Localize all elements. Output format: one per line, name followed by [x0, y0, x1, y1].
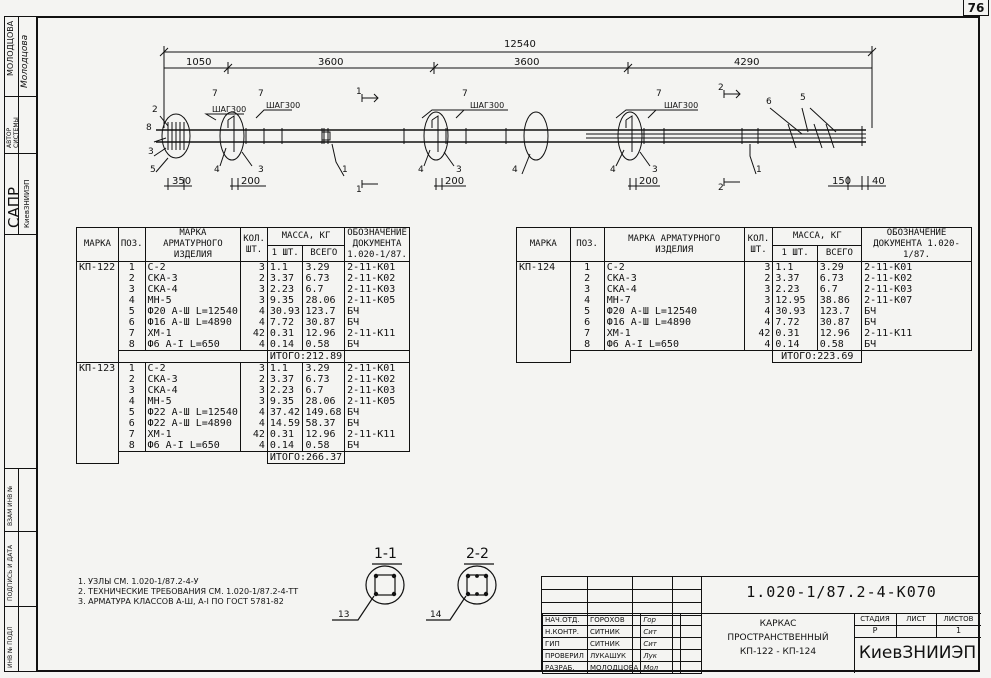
callout-4d: 4 — [610, 165, 616, 175]
general-notes — [78, 577, 298, 607]
th-mass-unit: 1 ШТ. — [267, 246, 303, 262]
section-2-leader: 14 — [430, 610, 442, 620]
span-dim-4: 4290 — [734, 57, 760, 68]
callout-7d: 7 — [656, 89, 662, 99]
spec-table-left — [76, 227, 410, 464]
document-name — [702, 617, 854, 659]
bottom-dim-1: 350 — [172, 176, 192, 187]
span-dim-2: 3600 — [318, 57, 344, 68]
note-2: 2. ТЕХНИЧЕСКИЕ ТРЕБОВАНИЯ СМ. 1.020-1/87.2-4-ТТ — [78, 587, 299, 596]
callout-5: 5 — [150, 165, 156, 175]
author-signature: Молодцова — [20, 34, 30, 88]
th-qty-r: КОЛ. ШТ. — [744, 228, 773, 262]
callout-8: 8 — [146, 123, 152, 133]
callout-5b: 5 — [800, 93, 806, 103]
callout-7b: 7 — [258, 89, 264, 99]
sidebar-author: МОЛОДЦОВА — [6, 20, 15, 76]
signer-row: НАЧ.ОТД. ГОРОХОВ Гор — [543, 614, 702, 626]
bottom-dim-4: 200 — [639, 176, 659, 187]
sheets-value: 1 — [955, 626, 962, 635]
section-2-title: 2-2 — [466, 546, 489, 562]
left-sidebar — [4, 16, 36, 672]
section-mark-2-bottom: 2 — [718, 183, 724, 193]
doc-name-line1: КАРКАС — [759, 619, 797, 629]
sidebar-org-name: КиевЗНИИЭП — [23, 179, 31, 228]
section-1-title: 1-1 — [374, 546, 397, 562]
signer-row: ПРОВЕРИЛ ЛУКАШУК Лук — [543, 650, 702, 662]
section-drawings — [330, 562, 530, 622]
th-mass-r: МАССА, КГ — [773, 228, 862, 246]
organization-name: КиевЗНИИЭП — [858, 643, 977, 663]
table-row: КП-122 1 2 3 4 5 6 7 8 С-2 СКА-3 СКА-4 МН-5 Ф20 А-Ш L=12540 Ф16 А-Ш L=4890 ХМ-1 Ф6 А-I L=650 3 2 3 3 4 4 42 4 1.1 3.37 2.23 9.35 30.93 7.72 0.31 0.14 3.29 6.73 6.7 28.06 123.7 30.87 12.96 0.58 2-11-К01 2-11-К02 2-11-К03 2-11-К05 БЧ БЧ 2-11-К11 БЧ — [77, 262, 410, 351]
signers-table — [542, 613, 702, 674]
cage-elevation-drawing — [36, 16, 980, 226]
step-label-3: ШАГ300 — [470, 101, 505, 110]
signer-row: Н.КОНТР. СИТНИК Сит — [543, 626, 702, 638]
stage-value: Р — [872, 626, 878, 635]
th-mass-total-r: ВСЕГО — [817, 246, 861, 262]
span-dim-1: 1050 — [186, 57, 212, 68]
sidebar-field-sign: ПОДПИСЬ И ДАТА — [7, 544, 14, 601]
mark-kp123: КП-123 — [77, 363, 119, 464]
sidebar-field-inv: ВЗАМ ИНВ № — [7, 485, 14, 526]
bottom-dim-3: 200 — [445, 176, 465, 187]
callout-2: 2 — [152, 105, 158, 115]
th-mass-unit-r: 1 ШТ. — [773, 246, 817, 262]
sidebar-org-system: САПР — [5, 186, 23, 228]
sheets-label: ЛИСТОВ — [943, 615, 974, 623]
th-poz: ПОЗ. — [118, 228, 145, 262]
title-block — [541, 576, 980, 672]
th-mass-total: ВСЕГО — [303, 246, 345, 262]
callout-3c: 3 — [652, 165, 658, 175]
signer-row: ГИП СИТНИК Сит — [543, 638, 702, 650]
sidebar-role: АВТОР СИСТЕМЫ — [6, 117, 20, 148]
span-dim-3: 3600 — [514, 57, 540, 68]
step-label-1: ШАГ300 — [212, 105, 247, 114]
callout-4a: 4 — [214, 165, 220, 175]
stage-label: СТАДИЯ — [860, 615, 890, 623]
callout-3: 3 — [148, 147, 154, 157]
th-marka: МАРКА — [77, 228, 119, 262]
step-label-2: ШАГ300 — [266, 101, 301, 110]
section-mark-2-top: 2 — [718, 83, 724, 93]
sidebar-field-orig: ИНВ № ПОДЛ — [7, 626, 14, 668]
bottom-dim-2: 200 — [241, 176, 261, 187]
mark-kp124: КП-124 — [517, 262, 571, 363]
th-item: МАРКА АРМАТУРНОГО ИЗДЕЛИЯ — [145, 228, 241, 262]
table-row: КП-124 1 2 3 4 5 6 7 8 С-2 СКА-3 СКА-4 МН-7 Ф20 А-Ш L=12540 Ф16 А-Ш L=4890 ХМ-1 Ф6 А-I L=650 3 2 3 3 4 4 42 4 1.1 3.37 2.23 12.95 30.93 7.72 0.31 0.14 3.29 6.73 6.7 38.86 123.7 30.87 12.96 0.58 2-11-К01 2-11-К02 2-11-К03 2-11-К07 БЧ БЧ 2-11-К11 БЧ — [517, 262, 972, 351]
callout-1a: 1 — [342, 165, 348, 175]
callout-3a: 3 — [258, 165, 264, 175]
section-mark-1-bottom: 1 — [356, 185, 362, 195]
section-1-leader: 13 — [338, 610, 350, 620]
table-row: КП-123 1 2 3 4 5 6 7 8 С-2 СКА-3 СКА-4 МН-5 Ф22 А-Ш L=12540 Ф22 А-Ш L=4890 ХМ-1 Ф6 А-I L=650 3 2 3 3 4 4 42 4 1.1 3.37 2.23 9.35 37.42 14.59 0.31 0.14 3.29 6.73 6.7 28.06 149.68 58.37 12.96 0.58 2-11-К01 2-11-К02 2-11-К03 2-11-К05 БЧ БЧ 2-11-К11 БЧ — [77, 363, 410, 452]
callout-7c: 7 — [462, 89, 468, 99]
th-poz-r: ПОЗ. — [570, 228, 604, 262]
spec-table-right — [516, 227, 972, 363]
overall-dim: 12540 — [504, 39, 536, 50]
note-3: 3. АРМАТУРА КЛАССОВ А-Ш, А-I ПО ГОСТ 5781-82 — [78, 597, 284, 606]
doc-name-line3: КП-122 - КП-124 — [739, 647, 817, 657]
th-marka-r: МАРКА — [517, 228, 571, 262]
sheet-label: ЛИСТ — [906, 615, 926, 623]
step-label-4: ШАГ300 — [664, 101, 699, 110]
itogo-kp123: ИТОГО:266.37 — [267, 452, 344, 464]
th-doc: ОБОЗНАЧЕНИЕ ДОКУМЕНТА 1.020-1/87. — [345, 228, 410, 262]
section-mark-1-top: 1 — [356, 87, 362, 97]
callout-4c: 4 — [512, 165, 518, 175]
page-number: 76 — [963, 0, 989, 16]
callout-6: 6 — [766, 97, 772, 107]
th-qty: КОЛ. ШТ. — [241, 228, 268, 262]
callout-7a: 7 — [212, 89, 218, 99]
bottom-dim-5: 150 — [832, 176, 852, 187]
document-code: 1.020-1/87.2-4-К070 — [746, 583, 937, 601]
th-doc-r: ОБОЗНАЧЕНИЕ ДОКУМЕНТА 1.020-1/87. — [862, 228, 972, 262]
signer-row: РАЗРАБ. МОЛОДЦОВА Мол — [543, 662, 702, 674]
th-item-r: МАРКА АРМАТУРНОГО ИЗДЕЛИЯ — [604, 228, 744, 262]
callout-3b: 3 — [456, 165, 462, 175]
doc-name-line2: ПРОСТРАНСТВЕННЫЙ — [727, 633, 829, 643]
itogo-kp122: ИТОГО:212.89 — [267, 351, 344, 363]
bottom-dim-6: 40 — [872, 176, 885, 187]
callout-4b: 4 — [418, 165, 424, 175]
callout-1b: 1 — [756, 165, 762, 175]
itogo-kp124: ИТОГО:223.69 — [773, 351, 862, 363]
note-1: 1. УЗЛЫ СМ. 1.020-1/87.2-4-У — [78, 577, 199, 586]
mark-kp122: КП-122 — [77, 262, 119, 363]
th-mass: МАССА, КГ — [267, 228, 344, 246]
